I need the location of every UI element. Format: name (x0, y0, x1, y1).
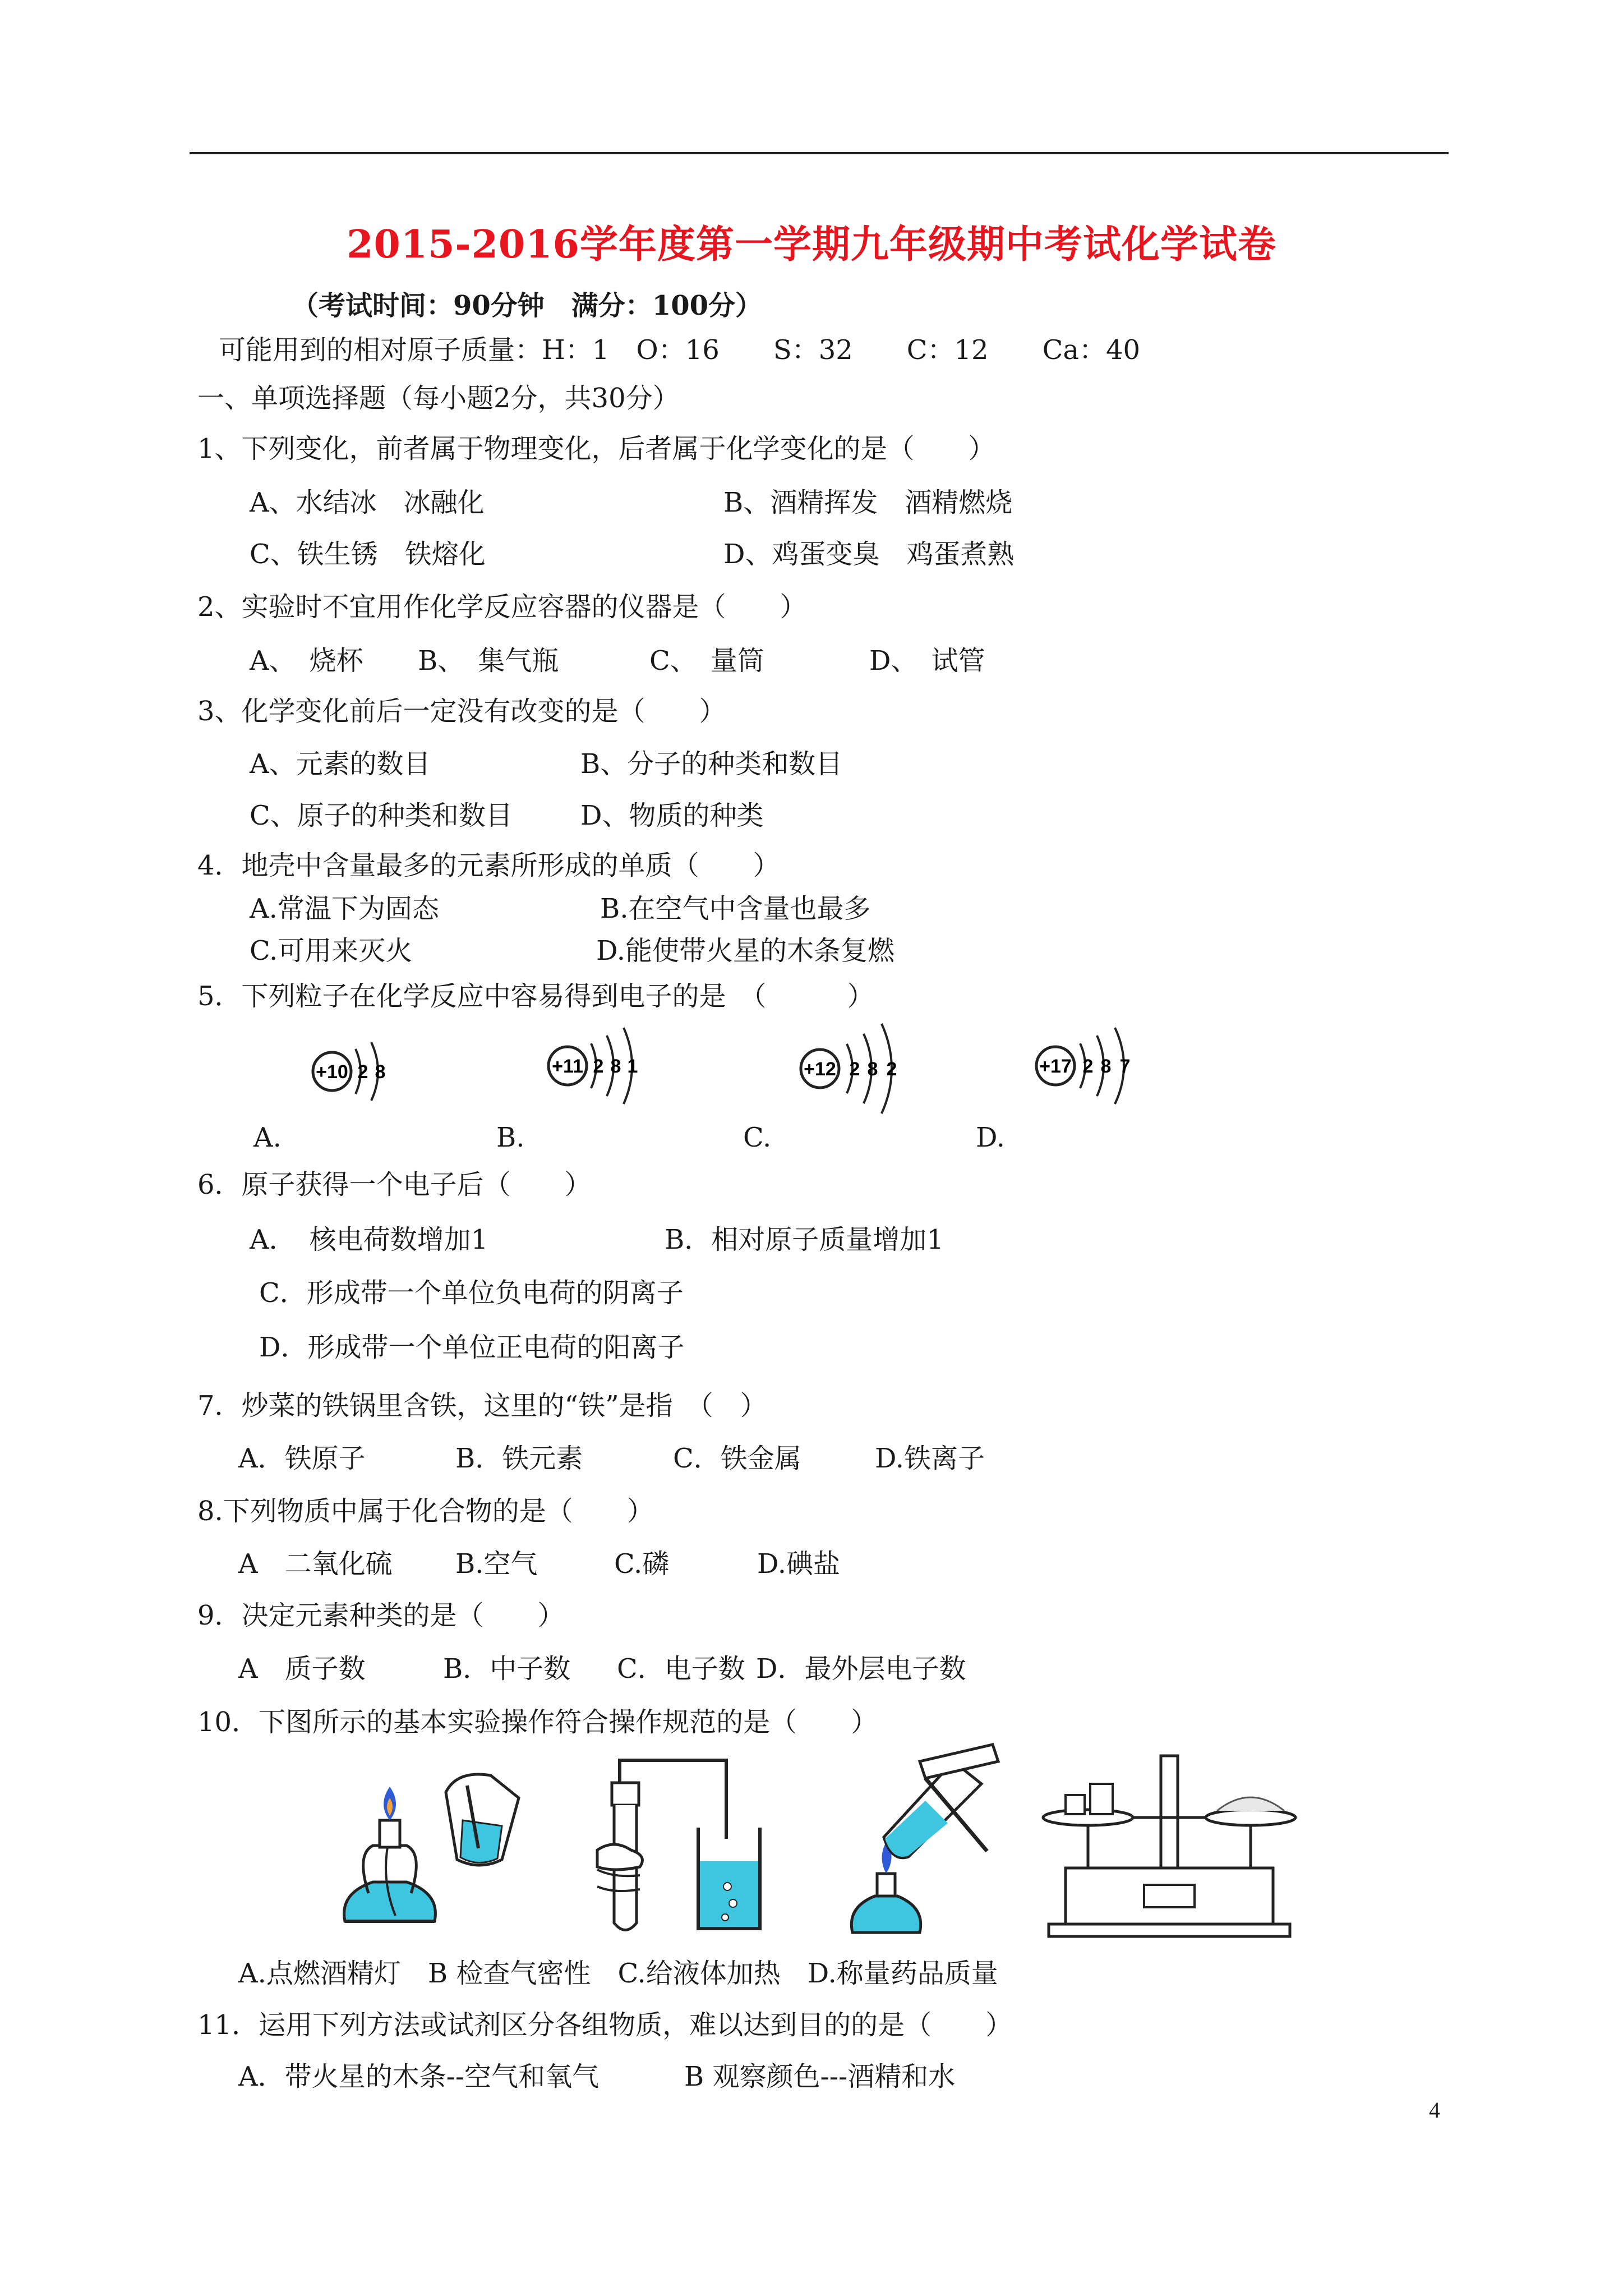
question-9-stem: 9．决定元素种类的是（ ） (197, 1600, 565, 1631)
svg-text:8: 8 (1100, 1056, 1112, 1077)
question-11-option-b: B 观察颜色---酒精和水 (684, 2061, 956, 2092)
question-5-label-c: C. (743, 1122, 772, 1153)
question-9-option-d: D．最外层电子数 (756, 1653, 966, 1685)
svg-text:8: 8 (375, 1061, 386, 1083)
header-rule (190, 152, 1449, 154)
exam-title: 2015-2016学年度第一学期九年级期中考试化学试卷 (347, 222, 1276, 267)
svg-text:+11: +11 (552, 1056, 583, 1077)
question-4-stem: 4．地壳中含量最多的元素所形成的单质（ ） (197, 850, 780, 881)
atom-structure-d (1021, 1015, 1155, 1116)
question-5-label-d: D. (976, 1122, 1006, 1153)
question-8-stem: 8.下列物质中属于化合物的是（ ） (197, 1496, 654, 1527)
question-11-stem: 11．运用下列方法或试剂区分各组物质，难以达到目的的是（ ） (197, 2009, 1013, 2041)
question-3-option-a: A、元素的数目 (250, 748, 431, 780)
question-7-option-a: A．铁原子 (238, 1443, 366, 1474)
svg-text:2: 2 (886, 1059, 897, 1080)
atom-structure-b (533, 1015, 662, 1116)
question-9-option-c: C．电子数 (617, 1653, 745, 1685)
svg-text:2: 2 (593, 1056, 604, 1077)
svg-text:2: 2 (1082, 1056, 1094, 1077)
question-6-option-a: A． 核电荷数增加1 (250, 1224, 488, 1255)
svg-text:1: 1 (627, 1056, 638, 1077)
atomic-masses: 可能用到的相对原子质量：H：1 O：16 S：32 C：12 Ca：40 (219, 334, 1141, 366)
question-4-option-a: A.常温下为固态 (250, 893, 439, 924)
question-7-option-b: B．铁元素 (455, 1443, 583, 1474)
question-8-option-b: B.空气 (455, 1548, 538, 1580)
figure-light-lamp (334, 1753, 558, 1944)
question-1-option-b: B、酒精挥发 酒精燃烧 (723, 487, 1013, 518)
question-1-option-a: A、水结冰 冰融化 (250, 487, 485, 518)
question-4-option-c: C.可用来灭火 (250, 935, 413, 967)
question-2-option-b: B、 集气瓶 (418, 645, 559, 677)
svg-text:2: 2 (357, 1061, 368, 1083)
question-4-option-d: D.能使带火星的木条复燃 (596, 935, 895, 967)
question-3-option-b: B、分子的种类和数目 (580, 748, 843, 780)
svg-text:+17: +17 (1039, 1056, 1072, 1077)
question-2-stem: 2、实验时不宜用作化学反应容器的仪器是（ ） (197, 591, 807, 623)
figure-airtightness (586, 1749, 810, 1945)
question-6-option-b: B．相对原子质量增加1 (665, 1224, 944, 1255)
question-8-option-d: D.碘盐 (757, 1548, 841, 1580)
question-2-option-c: C、 量筒 (649, 645, 764, 677)
figure-heat-liquid (836, 1739, 1015, 1947)
svg-text:+10: +10 (316, 1061, 348, 1083)
question-8-option-c: C.磷 (614, 1548, 670, 1580)
question-9-option-b: B．中子数 (443, 1653, 571, 1685)
question-6-option-d: D．形成带一个单位正电荷的阳离子 (259, 1332, 685, 1363)
atom-structure-a (297, 1027, 409, 1116)
question-7-stem: 7．炒菜的铁锅里含铁，这里的“铁”是指 （ ） (197, 1390, 767, 1421)
question-2-option-a: A、 烧杯 (250, 645, 363, 677)
svg-text:7: 7 (1119, 1056, 1131, 1077)
question-3-stem: 3、化学变化前后一定没有改变的是（ ） (197, 696, 726, 727)
svg-text:+12: +12 (804, 1059, 836, 1080)
svg-text:8: 8 (610, 1056, 621, 1077)
question-10-options: A.点燃酒精灯 B 检查气密性 C.给液体加热 D.称量药品质量 (238, 1958, 998, 1989)
question-11-option-a: A．带火星的木条--空气和氧气 (238, 2061, 600, 2092)
question-6-stem: 6．原子获得一个电子后（ ） (197, 1169, 592, 1200)
question-4-option-b: B.在空气中含量也最多 (600, 893, 871, 924)
question-1-option-d: D、鸡蛋变臭 鸡蛋煮熟 (723, 539, 1015, 570)
question-5-stem: 5．下列粒子在化学反应中容易得到电子的是 （ ） (197, 981, 874, 1012)
question-7-option-d: D.铁离子 (875, 1443, 985, 1474)
question-1-stem: 1、下列变化，前者属于物理变化，后者属于化学变化的是（ ） (197, 433, 995, 464)
question-5-label-a: A. (253, 1122, 282, 1153)
question-7-option-c: C．铁金属 (673, 1443, 801, 1474)
figure-balance (1032, 1739, 1307, 1947)
question-6-option-c: C．形成带一个单位负电荷的阴离子 (259, 1277, 684, 1309)
question-5-label-b: B. (496, 1122, 525, 1153)
section-heading: 一、单项选择题（每小题2分，共30分） (197, 383, 680, 414)
question-3-option-c: C、原子的种类和数目 (250, 800, 513, 831)
svg-text:2: 2 (849, 1059, 860, 1080)
atom-structure-c (785, 1013, 931, 1125)
question-2-option-d: D、 试管 (869, 645, 985, 677)
question-8-option-a: A 二氧化硫 (238, 1548, 393, 1580)
question-1-option-c: C、铁生锈 铁熔化 (250, 539, 486, 570)
exam-info: （考试时间：90分钟 满分：100分） (292, 290, 762, 321)
question-3-option-d: D、物质的种类 (580, 800, 764, 831)
question-9-option-a: A 质子数 (238, 1653, 366, 1685)
question-10-stem: 10．下图所示的基本实验操作符合操作规范的是（ ） (197, 1706, 878, 1738)
svg-text:8: 8 (867, 1059, 878, 1080)
page-number: 4 (1429, 2097, 1440, 2123)
